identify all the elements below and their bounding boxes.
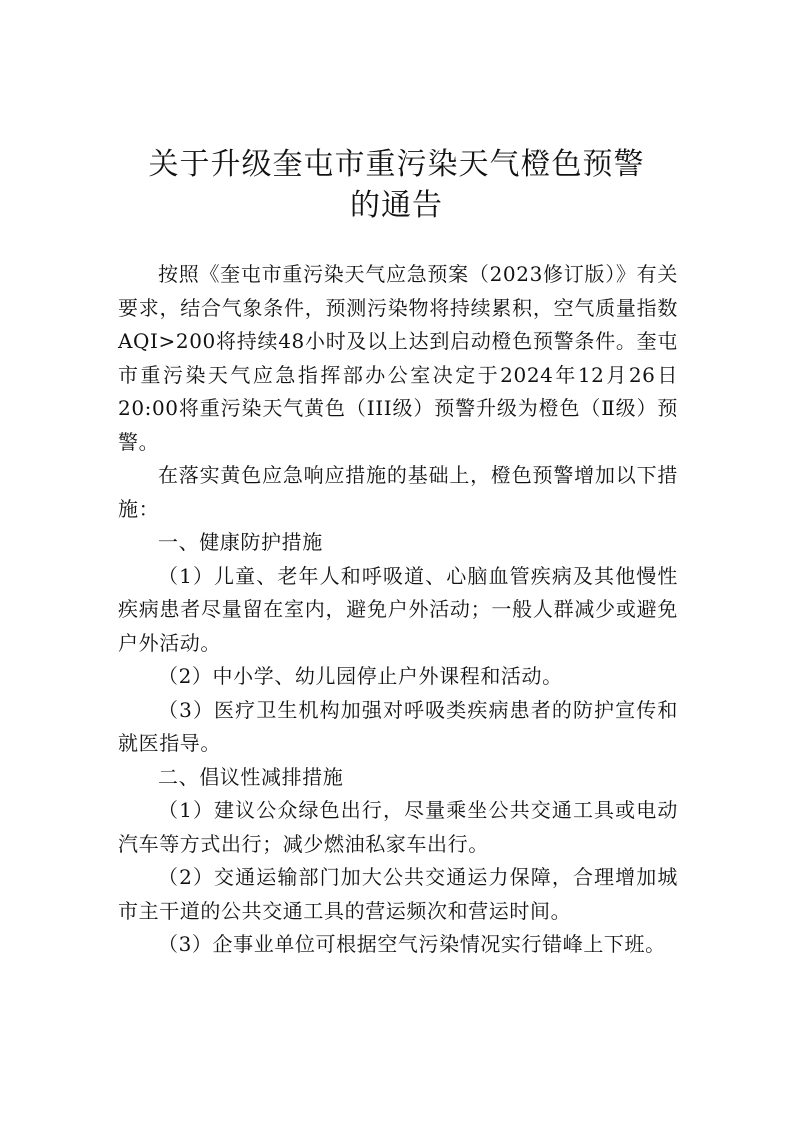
reduction-item-3: （3）企事业单位可根据空气污染情况实行错峰上下班。	[158, 932, 666, 956]
reduction-item-1: （1）建议公众绿色出行，尽量乘坐公共交通工具或电动汽车等方式出行；减少燃油私家车出行。	[118, 798, 678, 856]
health-item-3: （3）医疗卫生机构加强对呼吸类疾病患者的防护宣传和就医指导。	[118, 697, 678, 755]
document-title-line-2: 的通告	[350, 188, 443, 223]
document-title-line-1: 关于升级奎屯市重污染天气橙色预警	[148, 147, 645, 182]
paragraph-basis: 按照《奎屯市重污染天气应急预案（2023修订版）》有关要求，结合气象条件，预测污染物将持续累积，空气质量指数AQI>200将持续48小时及以上达到启动橙色预警条件。奎屯市重污染天气应急指挥部办公室决定于2024年12月26日20:00将重污染天气黄色（III级）预警升级为橙色（Ⅱ级）预警。	[118, 262, 678, 454]
health-item-2: （2）中小学、幼儿园停止户外课程和活动。	[158, 664, 563, 688]
document-body	[118, 258, 678, 962]
section-heading-health: 一、健康防护措施	[158, 530, 323, 554]
paragraph-measures-intro: 在落实黄色应急响应措施的基础上，橙色预警增加以下措施：	[118, 463, 678, 521]
reduction-item-2: （2）交通运输部门加大公共交通运力保障，合理增加城市主干道的公共交通工具的营运频次和营运时间。	[118, 865, 678, 923]
section-heading-reduction: 二、倡议性减排措施	[158, 764, 344, 789]
health-item-1: （1）儿童、老年人和呼吸道、心脑血管疾病及其他慢性疾病患者尽量留在室内，避免户外活动；一般人群减少或避免户外活动。	[118, 563, 678, 655]
